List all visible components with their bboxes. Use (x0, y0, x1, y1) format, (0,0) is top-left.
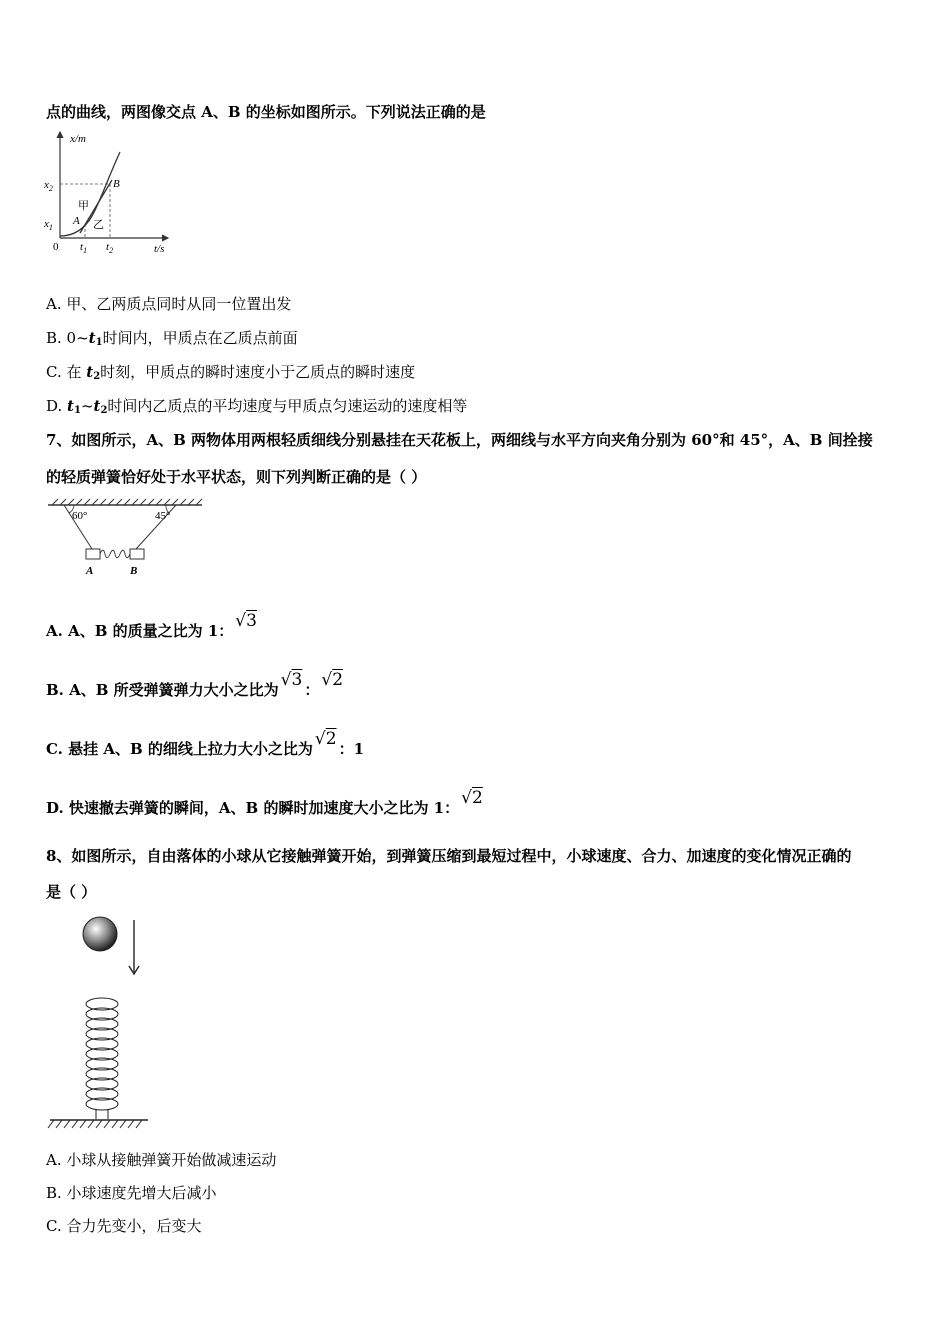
ball (83, 917, 117, 951)
angle-right-label: 45° (155, 510, 171, 522)
yi-label: 乙 (93, 219, 104, 231)
y-axis-label: x/m (70, 133, 86, 145)
q8-stem-line2: 是（ ） (46, 883, 97, 901)
q6-option-c: C. 在 $t_2$时刻，甲质点的瞬时速度小于乙质点的瞬时速度 (46, 363, 416, 382)
label-b: B (130, 565, 138, 577)
q8-option-c: C. 合力先变小，后变大 (46, 1217, 202, 1235)
block-b (130, 549, 144, 559)
q7-option-a: A. A、B 的质量之比为 1： √3 (46, 611, 257, 640)
curve-jia (60, 152, 120, 236)
jia-label: 甲 (78, 200, 89, 212)
point-a-label: A (73, 215, 80, 227)
q7-option-d: D. 快速撤去弹簧的瞬间，A、B 的瞬时加速度大小之比为 1： √2 (46, 788, 483, 817)
origin-label: 0 (53, 241, 59, 253)
t2-label: $t_2$ (106, 241, 114, 255)
point-b-label: B (113, 178, 120, 190)
q6-option-d: D. $t_1\sim t_2$时间内乙质点的平均速度与甲质点匀速运动的速度相等 (46, 397, 468, 416)
q6-option-a: A. 甲、乙两质点同时从同一位置出发 (46, 295, 292, 313)
q6-intro: 点的曲线，两图像交点 A、B 的坐标如图所示。下列说法正确的是 (46, 103, 486, 121)
x1-label: $x_1$ (44, 218, 53, 232)
q8-option-b: B. 小球速度先增大后减小 (46, 1184, 217, 1202)
q6-option-b: B. $0\sim t_1$时间内，甲质点在乙质点前面 (46, 329, 298, 348)
q8-ball-spring-figure (44, 912, 154, 1132)
ceiling-hatch (52, 499, 202, 505)
q7-option-c: C. 悬挂 A、B 的细线上拉力大小之比为 √2 ：1 (46, 729, 364, 758)
label-a: A (86, 565, 94, 577)
angle-left-label: 60° (72, 510, 88, 522)
spring-coils (86, 998, 118, 1119)
block-a (86, 549, 100, 559)
q7-option-b: B. A、B 所受弹簧弹力大小之比为 √3 ： √2 (46, 670, 344, 699)
q7-stem-line1: 7、如图所示，A、B 两物体用两根轻质细线分别悬挂在天花板上，两细线与水平方向夹角分别为 60°和 45°，A、B 间拴接 (46, 431, 873, 449)
t1-label: $t_1$ (80, 241, 88, 255)
x2-label: $x_2$ (44, 179, 53, 193)
q7-stem-line2: 的轻质弹簧恰好处于水平状态，则下列判断正确的是（ ） (46, 468, 427, 486)
q6-xt-graph (40, 128, 175, 260)
spring (100, 550, 130, 558)
q7-hanging-blocks-figure (44, 497, 206, 579)
x-axis-label: t/s (154, 243, 165, 255)
ground-hatch (48, 1120, 142, 1128)
q8-option-a: A. 小球从接触弹簧开始做减速运动 (46, 1151, 277, 1169)
q8-stem-line1: 8、如图所示，自由落体的小球从它接触弹簧开始，到弹簧压缩到最短过程中，小球速度、合力、加速度的变化情况正确的 (46, 847, 852, 865)
